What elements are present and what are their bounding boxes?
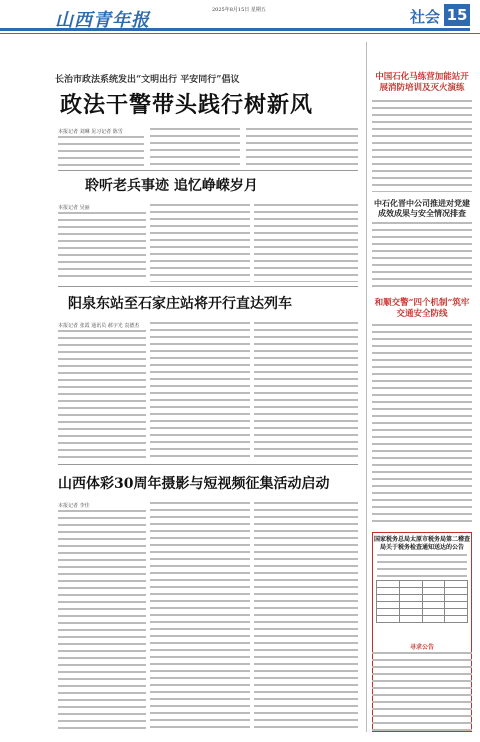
right-article-2-body — [372, 222, 472, 292]
article-1-col-1 — [58, 212, 146, 282]
tax-notice-body — [377, 554, 467, 578]
right-article-1-body — [372, 100, 472, 192]
main-col-3 — [246, 128, 358, 168]
article-3-title: 山西体彩30周年摄影与短视频征集活动启动 — [58, 476, 330, 492]
article-1-col-2 — [150, 204, 250, 282]
article-3-col-1 — [58, 510, 146, 732]
main-byline: 本报记者 刘琳 见习记者 陈雪 — [58, 129, 123, 135]
page-number: 15 — [444, 4, 470, 26]
main-headline: 政法干警带头践行树新风 — [60, 92, 314, 118]
right-article-3-title: 和顺交警“四个机制”筑牢交通安全防线 — [374, 298, 470, 319]
right-article-2-title: 中石化晋中公司推进对党建成效成果与安全情况排查 — [374, 198, 470, 218]
tax-notice-table — [376, 580, 468, 623]
article-2-col-2 — [150, 322, 250, 460]
article-3-col-3 — [254, 502, 358, 732]
article-1-byline: 本报记者 吴丽 — [58, 205, 90, 211]
tax-notice-title: 国家税务总局太原市税务局第二稽查局关于税务检查通知送达的公告 — [373, 536, 470, 551]
right-article-3-body — [372, 324, 472, 524]
article-3-col-2 — [150, 502, 250, 732]
divider-2 — [58, 286, 358, 287]
main-col-1 — [58, 136, 144, 168]
article-3-byline: 本报记者 李佳 — [58, 503, 90, 509]
newspaper-logo: 山西青年报 — [55, 10, 150, 31]
issue-meta: 2025年8月15日 星期五 — [212, 7, 266, 13]
article-2-byline: 本报记者 张霞 通讯员 郝宇光 袁德杰 — [58, 323, 140, 329]
article-2-title: 阳泉东站至石家庄站将开行直达列车 — [68, 296, 292, 312]
footer-notice-title: 寻求公告 — [409, 644, 434, 651]
column-divider — [366, 42, 367, 732]
main-col-2 — [150, 128, 240, 168]
article-2-col-3 — [254, 322, 358, 460]
main-kicker: 长治市政法系统发出“文明出行 平安同行”倡议 — [55, 75, 240, 85]
divider-1 — [58, 170, 358, 171]
article-1-col-3 — [254, 204, 358, 282]
divider-3 — [58, 464, 358, 465]
article-1-title: 聆听老兵事迹 追忆峥嵘岁月 — [85, 178, 258, 194]
article-2-col-1 — [58, 330, 146, 460]
footer-notice-body — [372, 652, 472, 732]
right-article-1-title: 中国石化马练营加能站开展消防培训及灭火演练 — [375, 72, 469, 93]
section-name: 社会 — [410, 8, 441, 26]
